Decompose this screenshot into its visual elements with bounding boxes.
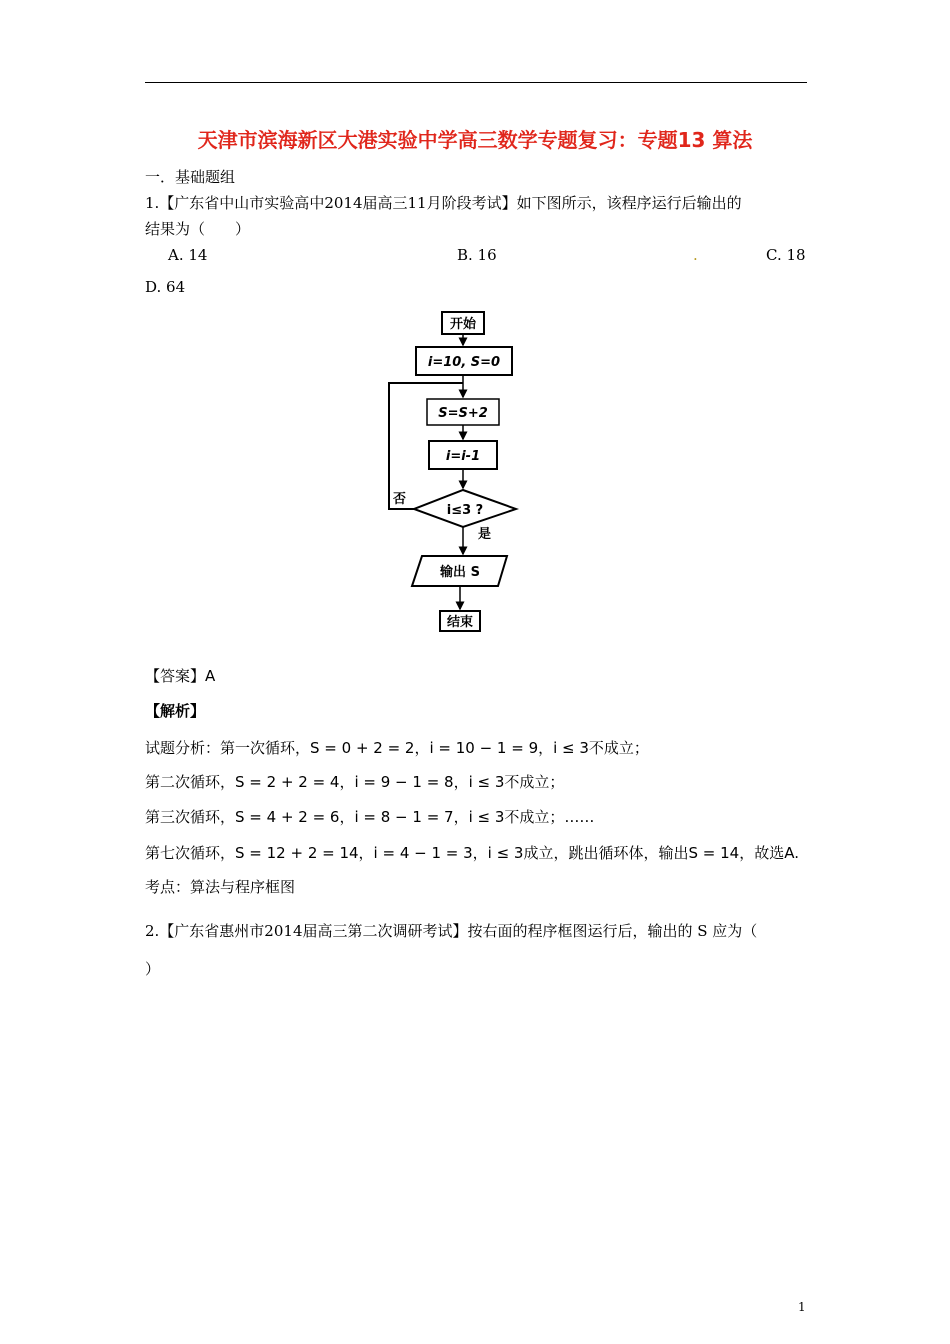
flow-end-text: 结束: [446, 615, 474, 630]
q1-stem-line1: 1.【广东省中山市实验高中2014届高三11月阶段考试】如下图所示，该程序运行后输出的: [145, 194, 742, 212]
flow-decision-text: i≤3 ?: [446, 503, 484, 518]
stray-mark: .: [693, 246, 698, 264]
q1-option-b: B. 16: [457, 246, 497, 264]
q1-option-d: D. 64: [145, 278, 186, 296]
page-number: 1: [798, 1300, 806, 1314]
topic-line: 考点：算法与程序框图: [145, 878, 296, 896]
flow-output-text: 输出 S: [440, 565, 480, 580]
q2-stem-line1: 2.【广东省惠州市2014届高三第二次调研考试】按右面的程序框图运行后，输出的 S 应为（: [145, 922, 758, 940]
q1-option-c: C. 18: [766, 246, 806, 264]
analysis-line: 第三次循环，S = 4 + 2 = 6，i = 8 − 1 = 7，i ≤ 3不成立；……: [145, 808, 595, 826]
analysis-label: 【解析】: [145, 702, 206, 720]
flow-start-text: 开始: [449, 317, 477, 332]
analysis-line: 第七次循环，S = 12 + 2 = 14，i = 4 − 1 = 3，i ≤ 3成立，跳出循环体，输出S = 14，故选A.: [145, 844, 799, 862]
q1-stem-line2: 结果为（ ）: [145, 220, 251, 238]
analysis-line: 试题分析：第一次循环，S = 0 + 2 = 2，i = 10 − 1 = 9，i ≤ 3不成立；: [145, 739, 649, 757]
analysis-line: 第二次循环，S = 2 + 2 = 4，i = 9 − 1 = 8，i ≤ 3不成立；: [145, 773, 565, 791]
q2-stem-line2: ）: [145, 960, 161, 978]
flow-step1-text: S=S+2: [438, 406, 488, 421]
answer-label: 【答案】A: [145, 667, 216, 685]
flow-step2-text: i=i-1: [445, 449, 481, 464]
document-title: 天津市滨海新区大港实验中学高三数学专题复习：专题13 算法: [197, 128, 753, 152]
flowchart: [380, 305, 530, 635]
q1-option-a: A. 14: [168, 246, 208, 264]
flow-init-text: i=10, S=0: [427, 355, 501, 370]
section-heading: 一．基础题组: [145, 168, 236, 186]
flow-no-label: 否: [393, 492, 407, 507]
flow-yes-label: 是: [478, 527, 492, 542]
header-rule: [145, 82, 807, 83]
